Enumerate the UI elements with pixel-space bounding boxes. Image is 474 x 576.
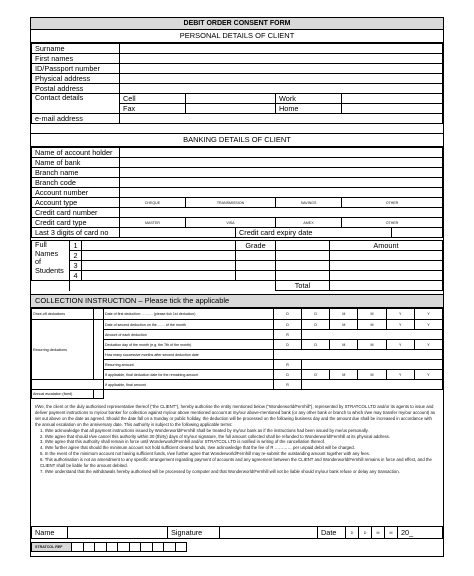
amount-cell[interactable]: R: [274, 330, 302, 340]
date-cell[interactable]: D: [274, 340, 302, 350]
grade-label: Grade: [236, 241, 276, 251]
card-type-master[interactable]: MASTER: [120, 218, 186, 228]
date-cell[interactable]: M: [372, 527, 385, 539]
work-field[interactable]: [342, 94, 443, 104]
stratcol-ref-table: [31, 542, 187, 552]
student-name-field[interactable]: [82, 251, 236, 261]
amount-cell[interactable]: R: [274, 380, 302, 390]
account-holder-field[interactable]: [120, 148, 443, 158]
student-name-field[interactable]: [82, 261, 236, 271]
blank-cell: [104, 390, 443, 399]
name-field[interactable]: [68, 527, 168, 539]
signature-label: Signature: [168, 527, 220, 539]
first-names-label: First names: [32, 54, 120, 64]
email-label: e-mail address: [32, 114, 120, 124]
credit-card-type-label: Credit card type: [32, 218, 120, 228]
card-type-amex[interactable]: AMEX: [276, 218, 342, 228]
form-title: DEBIT ORDER CONSENT FORM: [31, 18, 443, 30]
branch-name-label: Branch name: [32, 168, 120, 178]
credit-card-number-field[interactable]: [120, 208, 443, 218]
grade-field[interactable]: [276, 271, 330, 281]
amount-field[interactable]: [330, 271, 443, 281]
second-deduction-label: Date of second deduction on the …… of the month: [104, 320, 274, 330]
account-holder-label: Name of account holder: [32, 148, 120, 158]
date-cell[interactable]: M: [358, 309, 386, 320]
authorisation-item: 3. I/We agree that this authority shall remain in force until Wonderworld/Fernhill and/or STRATCOL LTD is notified in writing of the cancellation thereof.: [40, 439, 326, 445]
first-deduction-label: Date of first deduction: ……… (please tick 1st deduction): [104, 309, 274, 320]
student-row-number: 1: [70, 241, 82, 251]
last-three-digits-label: Last 3 digits of card no: [32, 228, 120, 238]
authorisation-item: 4. I/We further agree that should the minimum account not hold sufficient cleared funds, I/we acknowledge that the fee of R ………… per unpaid debit will be charged.: [40, 445, 355, 451]
amount-field[interactable]: [302, 380, 443, 390]
amount-field[interactable]: [302, 360, 443, 370]
banking-details-table: [31, 147, 443, 238]
credit-card-number-label: Credit card number: [32, 208, 120, 218]
date-cell[interactable]: D: [302, 370, 330, 380]
student-row-number: 3: [70, 261, 82, 271]
tick-box[interactable]: [94, 309, 104, 320]
authorisation-item: 7. I/We understand that the withdrawals hereby authorised will be processed by computer and that Wonderworld/Fernhill will not be liable should my/our bank refuse or delay any transaction.: [40, 468, 400, 474]
successive-months-label: How many successive months after second deduction date: [104, 350, 274, 360]
account-type-savings[interactable]: SAVINGS: [276, 198, 342, 208]
date-label: Date: [318, 527, 346, 539]
consent-form: [30, 17, 444, 557]
signature-field[interactable]: [220, 527, 318, 539]
final-amount-label: If applicable, final amount: [104, 380, 274, 390]
amount-field[interactable]: [330, 251, 443, 261]
amount-each-label: Amount of each deduction: [104, 330, 274, 340]
ref-cell[interactable]: [164, 543, 176, 552]
bank-name-field[interactable]: [120, 158, 443, 168]
tick-box[interactable]: [94, 390, 104, 399]
student-row-number: 2: [70, 251, 82, 261]
date-cell[interactable]: D: [302, 340, 330, 350]
postal-address-field[interactable]: [120, 84, 443, 94]
date-cell[interactable]: M: [330, 370, 358, 380]
grade-field[interactable]: [236, 251, 276, 261]
amount-field[interactable]: [330, 261, 443, 271]
authorisation-item: 6. This authorisation is not an amendment to any specific arrangement regarding payment of accounts and any agreement between the CLIENT and Wonderworld/Fernhill remains in force and effect, and the CLIENT shall be liable for the amount debited.: [40, 457, 432, 469]
account-type-other[interactable]: OTHER: [342, 198, 443, 208]
id-number-field[interactable]: [120, 64, 443, 74]
blank-cell: [32, 281, 70, 291]
date-cell[interactable]: D: [359, 527, 372, 539]
student-row-number: 4: [70, 271, 82, 281]
blank-cell: [32, 380, 104, 390]
branch-code-field[interactable]: [120, 178, 443, 188]
home-field[interactable]: [342, 104, 443, 114]
authorisation-intro: I/We, the client or the duly authorised representative thereof (“the CLIENT”), hereby authorise the entity mentioned below (“Wonderworld/Fernhill”), represented by STRATCOL LTD and/or its agents to issue and deliver payment instructions to my/our banker for collection against my/our above mentioned account at my/our above-mentioned bank (or any other bank or branch to which I/we may transfer my/our account) as set out above on the date as agreed. Should the date fall on a Sunday or public holiday, the deduction will be processed on the following business day and the amount due shall be increased in accordance with the annual escalation on the anniversary date. This authority is subject to the following applicable terms:: [35, 404, 436, 427]
surname-field[interactable]: [120, 44, 443, 54]
physical-address-label: Physical address: [32, 74, 120, 84]
blank-cell: [70, 281, 276, 291]
home-label: Home: [276, 104, 342, 114]
contact-details-label: Contact details: [32, 94, 120, 114]
date-cell[interactable]: Y: [414, 370, 442, 380]
date-cell[interactable]: D: [274, 320, 302, 330]
branch-code-label: Branch code: [32, 178, 120, 188]
date-cell[interactable]: M: [330, 320, 358, 330]
account-type-transmission[interactable]: TRANSMISSION: [186, 198, 276, 208]
signature-table: [31, 526, 443, 539]
spacer: [31, 124, 443, 134]
cell-field[interactable]: [186, 94, 276, 104]
collection-instruction-heading: COLLECTION INSTRUCTION – Please tick the applicable: [31, 294, 443, 308]
date-cell[interactable]: D: [274, 309, 302, 320]
date-cell[interactable]: Y: [386, 309, 414, 320]
date-cell[interactable]: Y: [414, 320, 442, 330]
fax-label: Fax: [120, 104, 186, 114]
work-label: Work: [276, 94, 342, 104]
date-cell[interactable]: Y: [386, 370, 414, 380]
successive-months-field[interactable]: [274, 350, 443, 360]
branch-name-field[interactable]: [120, 168, 443, 178]
name-label: Name: [32, 527, 68, 539]
students-table: [31, 240, 443, 291]
authorisation-text: [31, 404, 443, 523]
date-cell[interactable]: D: [302, 309, 330, 320]
amount-cell[interactable]: R: [274, 360, 302, 370]
date-cell[interactable]: M: [330, 340, 358, 350]
ref-cell[interactable]: [106, 543, 118, 552]
card-type-visa[interactable]: VISA: [186, 218, 276, 228]
account-type-cheque[interactable]: CHEQUE: [120, 198, 186, 208]
ref-cell[interactable]: [129, 543, 141, 552]
authorisation-item: 1. I/We acknowledge that all payment instructions issued by Wonderworld/Fernhill shall be treated by my/our bank as if the instructions had been issued by me/us personally.: [40, 427, 369, 433]
once-off-label: Once-off deductions: [32, 309, 94, 320]
account-type-label: Account type: [32, 198, 120, 208]
card-expiry-field[interactable]: [392, 228, 443, 238]
grade-field[interactable]: [276, 241, 330, 251]
grade-field[interactable]: [236, 261, 276, 271]
grade-field[interactable]: [276, 251, 330, 261]
ref-cell[interactable]: [72, 543, 84, 552]
deduction-day-label: Deduction day of the month (e.g. the 7th of the month): [104, 340, 274, 350]
grade-field[interactable]: [276, 261, 330, 271]
date-cell[interactable]: Y: [414, 340, 442, 350]
bank-name-label: Name of bank: [32, 158, 120, 168]
date-cell[interactable]: Y: [386, 340, 414, 350]
date-cell[interactable]: Y: [386, 320, 414, 330]
cell-label: Cell: [120, 94, 186, 104]
account-number-label: Account number: [32, 188, 120, 198]
id-number-label: ID/Passport number: [32, 64, 120, 74]
date-cell[interactable]: D: [274, 370, 302, 380]
surname-label: Surname: [32, 44, 120, 54]
authorisation-item: 5. In the event of the minimum account not having sufficient funds, I/we further agree that Wonderworld/Fernhill may re-submit the outstanding amount together with any fees.: [40, 451, 370, 457]
ref-cell[interactable]: [95, 543, 107, 552]
recurring-amount-label: Recurring amount: [104, 360, 274, 370]
recurring-label: Recurring deductions: [32, 320, 94, 380]
total-label: Total: [276, 281, 330, 291]
last-three-digits-field[interactable]: [120, 228, 236, 238]
grade-field[interactable]: [236, 271, 276, 281]
personal-details-heading: PERSONAL DETAILS OF CLIENT: [31, 30, 443, 43]
total-field[interactable]: [330, 281, 443, 291]
card-expiry-label: Credit card expiry date: [236, 228, 392, 238]
final-date-label: If applicable, final deduction date for the remaining amount: [104, 370, 274, 380]
email-field[interactable]: [120, 114, 443, 124]
stratcol-ref-label: STRATCOL REF: [32, 543, 72, 552]
collection-instruction-table: [31, 308, 443, 399]
amount-field[interactable]: [302, 330, 443, 340]
date-cell[interactable]: M: [385, 527, 398, 539]
ref-cell[interactable]: [141, 543, 153, 552]
postal-address-label: Postal address: [32, 84, 120, 94]
physical-address-field[interactable]: [120, 74, 443, 84]
annual-escalation-label: Annual escalation (fixed): [32, 390, 94, 399]
date-cell[interactable]: Y: [414, 309, 442, 320]
personal-details-table: [31, 43, 443, 124]
fax-field[interactable]: [186, 104, 276, 114]
date-cell[interactable]: M: [330, 309, 358, 320]
ref-cell[interactable]: [175, 543, 187, 552]
date-cell[interactable]: M: [358, 340, 386, 350]
authorisation-item: 2. I/We agree that should I/we cancel this authority within 30 (thirty) days of my/our signature, the full amount collected shall be refunded to Wonderworld/Fernhill at its physical address.: [40, 433, 390, 439]
date-cell[interactable]: D: [302, 320, 330, 330]
first-names-field[interactable]: [120, 54, 443, 64]
account-number-field[interactable]: [120, 188, 443, 198]
banking-details-heading: BANKING DETAILS OF CLIENT: [31, 134, 443, 147]
card-type-other[interactable]: OTHER: [342, 218, 443, 228]
date-cell[interactable]: M: [358, 320, 386, 330]
student-name-field[interactable]: [82, 271, 236, 281]
tick-box[interactable]: [94, 320, 104, 380]
ref-cell[interactable]: [83, 543, 95, 552]
student-name-field[interactable]: [82, 241, 236, 251]
ref-cell[interactable]: [118, 543, 130, 552]
year-field[interactable]: 20_: [398, 527, 443, 539]
date-cell[interactable]: M: [358, 370, 386, 380]
ref-cell[interactable]: [152, 543, 164, 552]
date-cell[interactable]: D: [346, 527, 359, 539]
amount-label: Amount: [330, 241, 443, 251]
students-label: Full Names of Students: [32, 241, 70, 281]
